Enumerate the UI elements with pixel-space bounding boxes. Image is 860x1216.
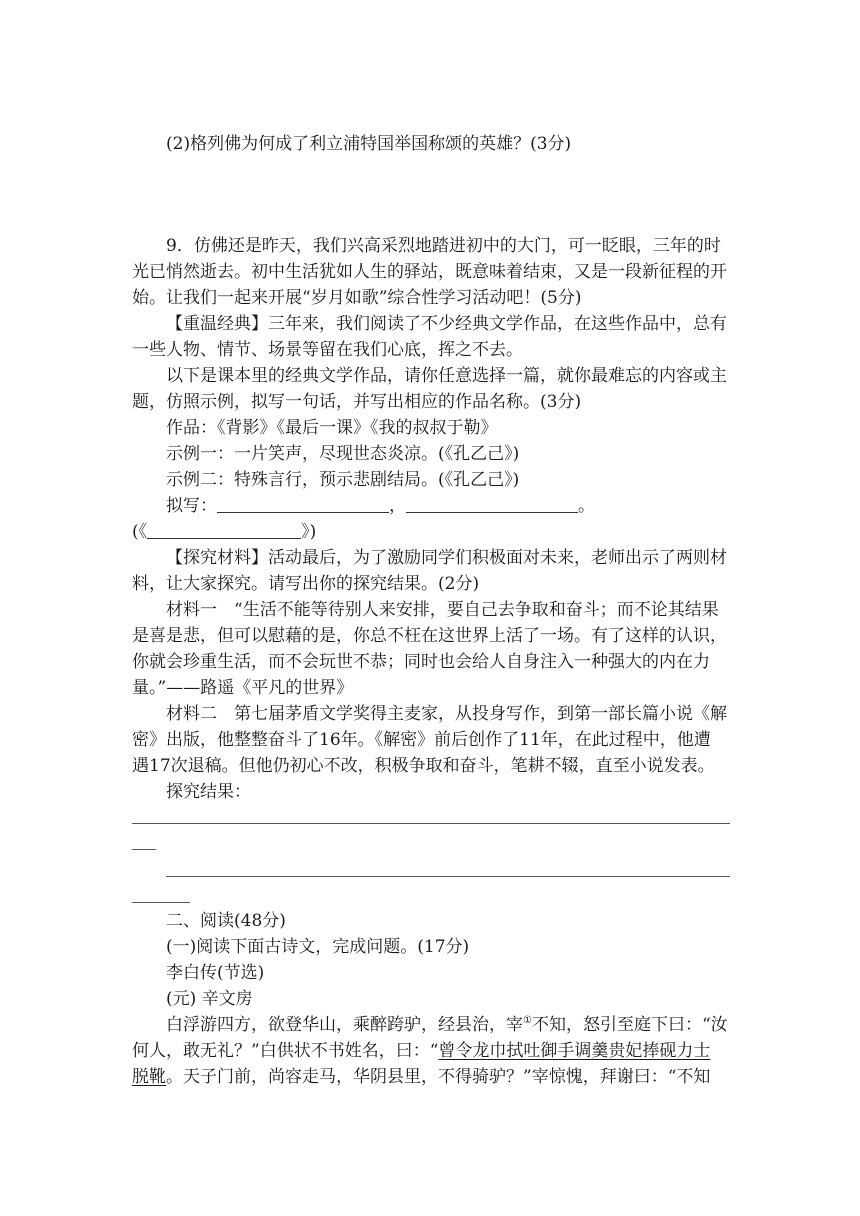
passage-title: 李白传(节选) (166, 963, 265, 983)
draft-line (132, 493, 730, 519)
classic-line-2: 一些人物、情节、场景等留在我们心底，挥之不去。 (132, 340, 523, 360)
passage-line-2 (132, 1038, 730, 1064)
material-2-line-2: 密》出版，他整整奋斗了16年。《解密》前后创作了11年，在此过程中，他遭 (132, 730, 711, 750)
draft-period: 。 (578, 496, 595, 516)
section-2-part-1: (一)阅读下面古诗文，完成问题。(17分) (166, 937, 470, 957)
passage-line-1 (132, 1012, 730, 1038)
answer-line-2-end (132, 902, 190, 903)
passage-text: 何人，敢无礼？”白供状不书姓名，曰：“ (132, 1041, 439, 1061)
draft-blank-2[interactable] (406, 494, 578, 513)
classic-line-1: 【重温经典】三年来，我们阅读了不少经典文学作品，在这些作品中，总有 (166, 314, 727, 334)
footnote-mark: ① (523, 1015, 532, 1026)
q9-intro-line-1: 9．仿佛还是昨天，我们兴高采烈地踏进初中的大门，可一眨眼，三年的时 (166, 236, 721, 256)
answer-line-2[interactable] (166, 876, 730, 877)
explore-line-2: 料，让大家探究。请写出你的探究结果。(2分) (132, 574, 480, 594)
draft-blank-1[interactable] (217, 494, 389, 513)
passage-text: 。天子门前，尚容走马，华阴县里，不得骑驴？”宰惊愧，拜谢曰：“不知 (166, 1067, 711, 1087)
question-8-part-2: (2)格列佛为何成了利立浦特国举国称颂的英雄？(3分) (166, 134, 572, 154)
result-label: 探究结果： (166, 782, 251, 802)
work-name-line (132, 519, 730, 545)
material-1-line-4: 量。”——路遥《平凡的世界》 (132, 678, 354, 698)
draft-label: 拟写： (166, 496, 217, 516)
task-line-1: 以下是课本里的经典文学作品，请你任意选择一篇，就你最难忘的内容或主 (166, 366, 727, 386)
q9-intro-line-3: 始。让我们一起来开展“岁月如歌”综合性学习活动吧！(5分) (132, 288, 582, 308)
answer-line-1-end (132, 849, 156, 850)
material-1-line-1: 材料一 “生活不能等待别人来安排，要自己去争取和奋斗；而不论其结果 (166, 600, 719, 620)
passage-author: (元) 辛文房 (166, 989, 253, 1009)
material-2-line-3: 遇17次退稿。但他仍初心不改，积极争取和奋斗，笔耕不辍，直至小说发表。 (132, 756, 715, 776)
q9-intro-line-2: 光已悄然逝去。初中生活犹如人生的驿站，既意味着结束，又是一段新征程的开 (132, 262, 727, 282)
section-2-heading: 二、阅读(48分) (166, 911, 286, 931)
material-2-line-1: 材料二 第七届茅盾文学奖得主麦家，从投身写作，到第一部长篇小说《解 (166, 704, 727, 724)
draft-comma: ， (389, 496, 406, 516)
answer-line-1[interactable] (132, 823, 730, 824)
example-2: 示例二：特殊言行，预示悲剧结局。(《孔乙己》) (166, 470, 520, 490)
underlined-sentence: 脱靴 (132, 1067, 166, 1087)
paren-open: (《 (132, 522, 148, 542)
task-line-2: 题，仿照示例，拟写一句话，并写出相应的作品名称。(3分) (132, 392, 582, 412)
passage-text: 不知，怒引至庭下曰：“汝 (531, 1015, 728, 1035)
material-1-line-2: 是喜是悲，但可以慰藉的是，你总不枉在这世界上活了一场。有了这样的认识， (132, 626, 727, 646)
passage-text: 白浮游四方，欲登华山，乘醉跨驴，经县治，宰 (166, 1015, 523, 1035)
explore-line-1: 【探究材料】活动最后，为了激励同学们积极面对未来，老师出示了两则材 (166, 548, 727, 568)
work-name-blank[interactable] (147, 520, 301, 539)
works-list: 作品：《背影》《最后一课》《我的叔叔于勒》 (166, 418, 498, 438)
example-1: 示例一：一片笑声，尽现世态炎凉。(《孔乙己》) (166, 444, 520, 464)
material-1-line-3: 你就会珍重生活，而不会玩世不恭；同时也会给人自身注入一种强大的内在力 (132, 652, 710, 672)
paren-close: 》) (301, 522, 317, 542)
passage-line-3 (132, 1064, 730, 1090)
underlined-sentence: 曾令龙巾拭吐御手调羹贵妃捧砚力士 (438, 1041, 711, 1061)
